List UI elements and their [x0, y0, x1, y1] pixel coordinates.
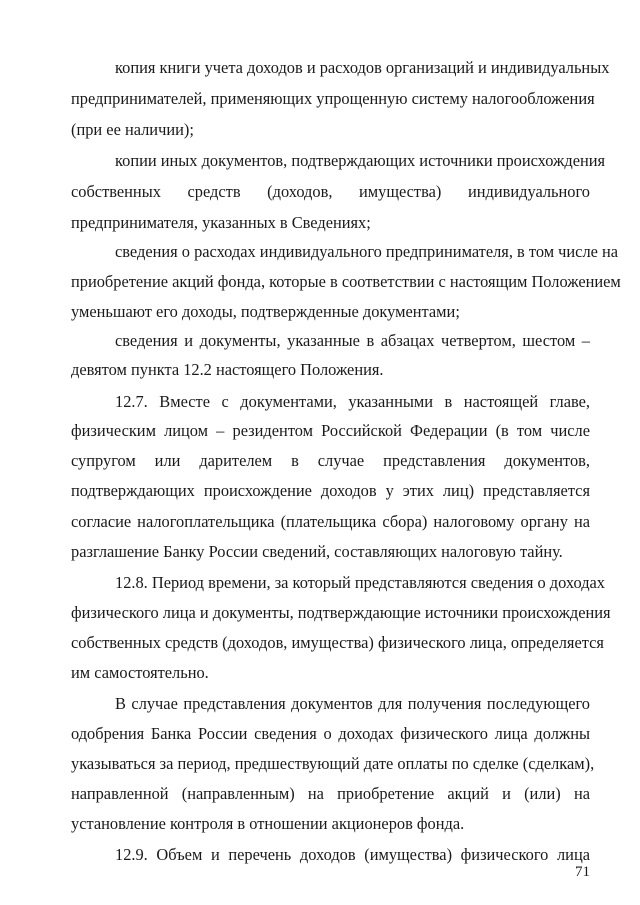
text-line: согласие налогоплательщика (плательщика сбора) налоговому органу на	[71, 512, 590, 531]
text-line: подтверждающих происхождение доходов у этих лиц) представляется	[71, 481, 590, 500]
text-line: предпринимателя, указанных в Сведениях;	[71, 213, 371, 232]
text-line: физическим лицом – резидентом Российской Федерации (в том числе	[71, 421, 590, 440]
text-line: копия книги учета доходов и расходов организаций и индивидуальных	[115, 58, 610, 77]
text-line: супругом или дарителем в случае представления документов,	[71, 451, 590, 470]
text-line: 12.8. Период времени, за который представляются сведения о доходах	[115, 573, 606, 592]
text-line: сведения и документы, указанные в абзацах четвертом, шестом –	[115, 331, 590, 350]
text-line: копии иных документов, подтверждающих источники происхождения	[115, 151, 606, 170]
text-line: уменьшают его доходы, подтвержденные документами;	[71, 302, 460, 321]
text-line: В случае представления документов для получения последующего	[115, 694, 590, 713]
text-line: девятом пункта 12.2 настоящего Положения.	[71, 360, 384, 379]
text-line: сведения о расходах индивидуального предпринимателя, в том числе на	[115, 242, 619, 261]
text-line: установление контроля в отношении акционеров фонда.	[71, 814, 465, 833]
text-line: 12.9. Объем и перечень доходов (имущества) физического лица	[115, 845, 590, 864]
text-line: им самостоятельно.	[71, 663, 209, 682]
text-line: направленной (направленным) на приобретение акций и (или) на	[71, 784, 590, 803]
text-line: указываться за период, предшествующий дате оплаты по сделке (сделкам),	[71, 754, 595, 773]
text-line: 12.7. Вместе с документами, указанными в настоящей главе,	[115, 392, 590, 411]
text-line: приобретение акций фонда, которые в соответствии с настоящим Положением	[71, 272, 621, 291]
text-line: одобрения Банка России сведения о доходах физического лица должны	[71, 724, 590, 743]
page-number: 71	[575, 864, 590, 880]
text-line: предпринимателей, применяющих упрощенную систему налогообложения	[71, 89, 595, 108]
text-line: (при ее наличии);	[71, 120, 194, 139]
text-line: собственных средств (доходов, имущества) физического лица, определяется	[71, 633, 604, 652]
text-line: собственных средств (доходов, имущества) индивидуального	[71, 182, 590, 201]
text-line: разглашение Банку России сведений, составляющих налоговую тайну.	[71, 542, 563, 561]
text-line: физического лица и документы, подтверждающие источники происхождения	[71, 603, 611, 622]
